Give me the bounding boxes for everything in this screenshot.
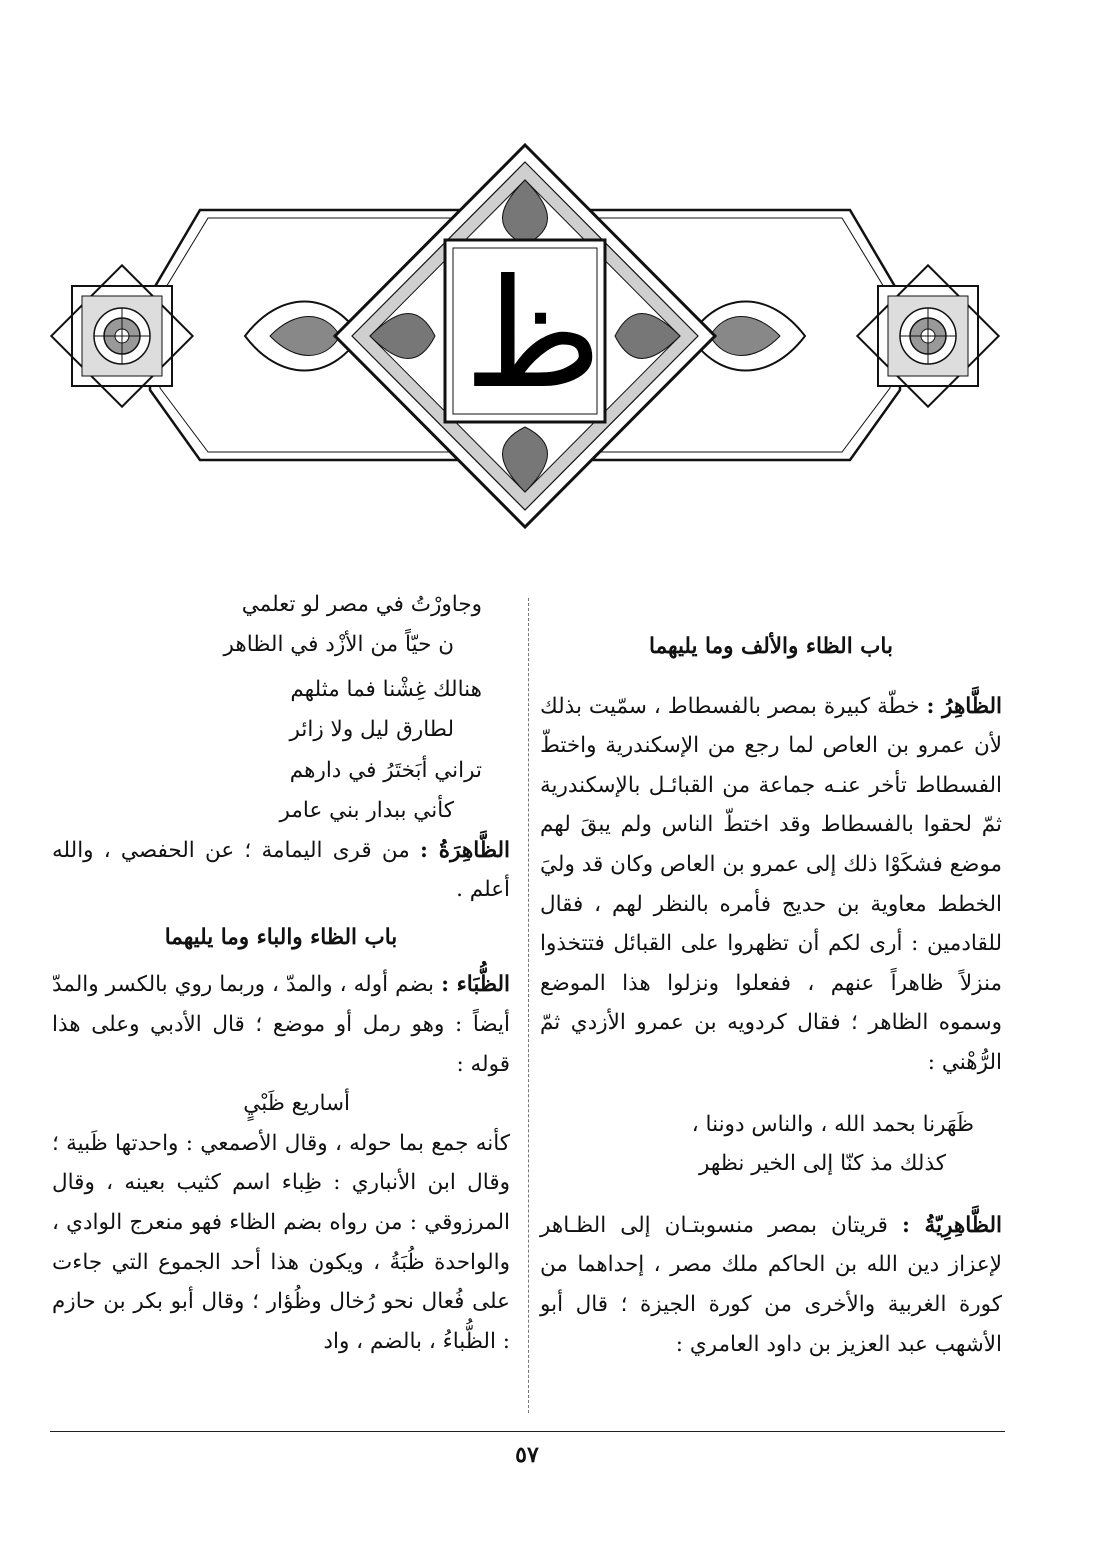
headword: الظَّاهِرَةُ : <box>420 837 510 863</box>
verse-hemistich: لطارق ليل ولا زائر <box>289 716 454 742</box>
headword: الظَّاهِرِيّةُ : <box>901 1212 1002 1238</box>
verse-hemistich: ن حيّاً من الأزْد في الظاهر <box>223 631 454 657</box>
verse-hemistich: كأني ببدار بني عامر <box>279 797 454 823</box>
entry-al-zahira <box>52 831 510 910</box>
verse-fragment: أساريع ظَبْيٍ <box>243 1091 350 1117</box>
section-heading: باب الظاء والباء وما يليهما <box>164 924 398 950</box>
entry-text: بضم أوله ، والمدّ ، وربما روي بالكسر والمدّ أيضاً : وهو رمل أو موضع ؛ قال الأدبي وعلى هذا قوله : <box>52 972 510 1077</box>
column-divider <box>528 598 529 1413</box>
left-star-medallion <box>51 265 192 406</box>
right-star-medallion <box>857 265 998 406</box>
headword: الظُّبَاء : <box>441 972 510 998</box>
entry-continuation: كأنه جمع بما حوله ، وقال الأصمعي : واحدتها ظَبية ؛ وقال ابن الأنباري : ظِباء اسم كثيب بعينه ، وقال المرزوقي : من رواه بضم الظاء فهو منعرج الوادي ، والواحدة ظُبَةُ ، ويكون هذا أحد الجموع التي جاءت على فُعال نحو رُخال وظُؤار ؛ وقال أبو بكر بن حازم : الظُّباءُ ، بالضم ، واد <box>52 1130 510 1354</box>
entry-text: خطّة كبيرة بمصر بالفسطاط ، سمّيت بذلك لأن عمرو بن العاص لما رجع من الإسكندرية واختطّ الفسطاط تأخر عنـه جماعة من القبائـل بالإسكندرية ثمّ لحقوا بالفسطاط وقد اختطّ الناس ولم يبقَ لهم موضع فشكَوْا ذلك إلى عمرو بن العاص وكان قد وليَ الخطط معاوية بن حديج فأمره بالنظر لهم ، فقال للقادمين : أرى لكم أن تظهروا على القبائل فتتخذوا منزلاً ظاهراً عنهم ، ففعلوا ونزلوا هذا الموضع وسموه الظاهر ؛ فقال كردويه بن عمرو الأزدي ثمّ الرُّهْني : <box>540 693 1002 1075</box>
footer-rule <box>50 1431 1005 1432</box>
verse-hemistich: ظَهَرنا بحمد الله ، والناس دوننا ، <box>691 1111 974 1137</box>
chapter-letter: ظ <box>463 248 603 422</box>
verse <box>540 1105 1002 1184</box>
entry-text: قريتان بمصر منسوبتـان إلى الظـاهر لإعزاز دين الله بن الحاكم ملك مصر ، إحداهما من كورة الغربية والأخرى من كورة الجيزة ؛ قال أبو الأشهب عبد العزيز بن داود العامري : <box>540 1212 1002 1357</box>
verse <box>52 585 510 664</box>
entry-text: من قرى اليمامة ؛ عن الحفصي ، والله أعلم . <box>52 837 510 903</box>
right-column <box>540 585 1002 1364</box>
verse-hemistich: هنالك غِشْنا فما مثلهم <box>290 677 482 703</box>
entry-al-zuba <box>52 965 510 1084</box>
verse <box>52 670 510 749</box>
entry-al-zahiriyya <box>540 1206 1002 1364</box>
verse-hemistich: كذلك مذ كنّا إلى الخير نظهر <box>698 1151 946 1177</box>
verse-hemistich: تراني أبَختَرُ في دارهم <box>289 758 482 784</box>
page-number: ٥٧ <box>515 1442 539 1468</box>
section-heading: باب الظاء والألف وما يليهما <box>649 634 893 659</box>
verse <box>52 751 510 830</box>
headword: الظَّاهِرُ : <box>926 693 1002 719</box>
left-column <box>52 585 510 1361</box>
entry-al-zahir <box>540 687 1002 1083</box>
verse-hemistich: وجاورْتُ في مصر لو تعلمي <box>241 592 482 617</box>
